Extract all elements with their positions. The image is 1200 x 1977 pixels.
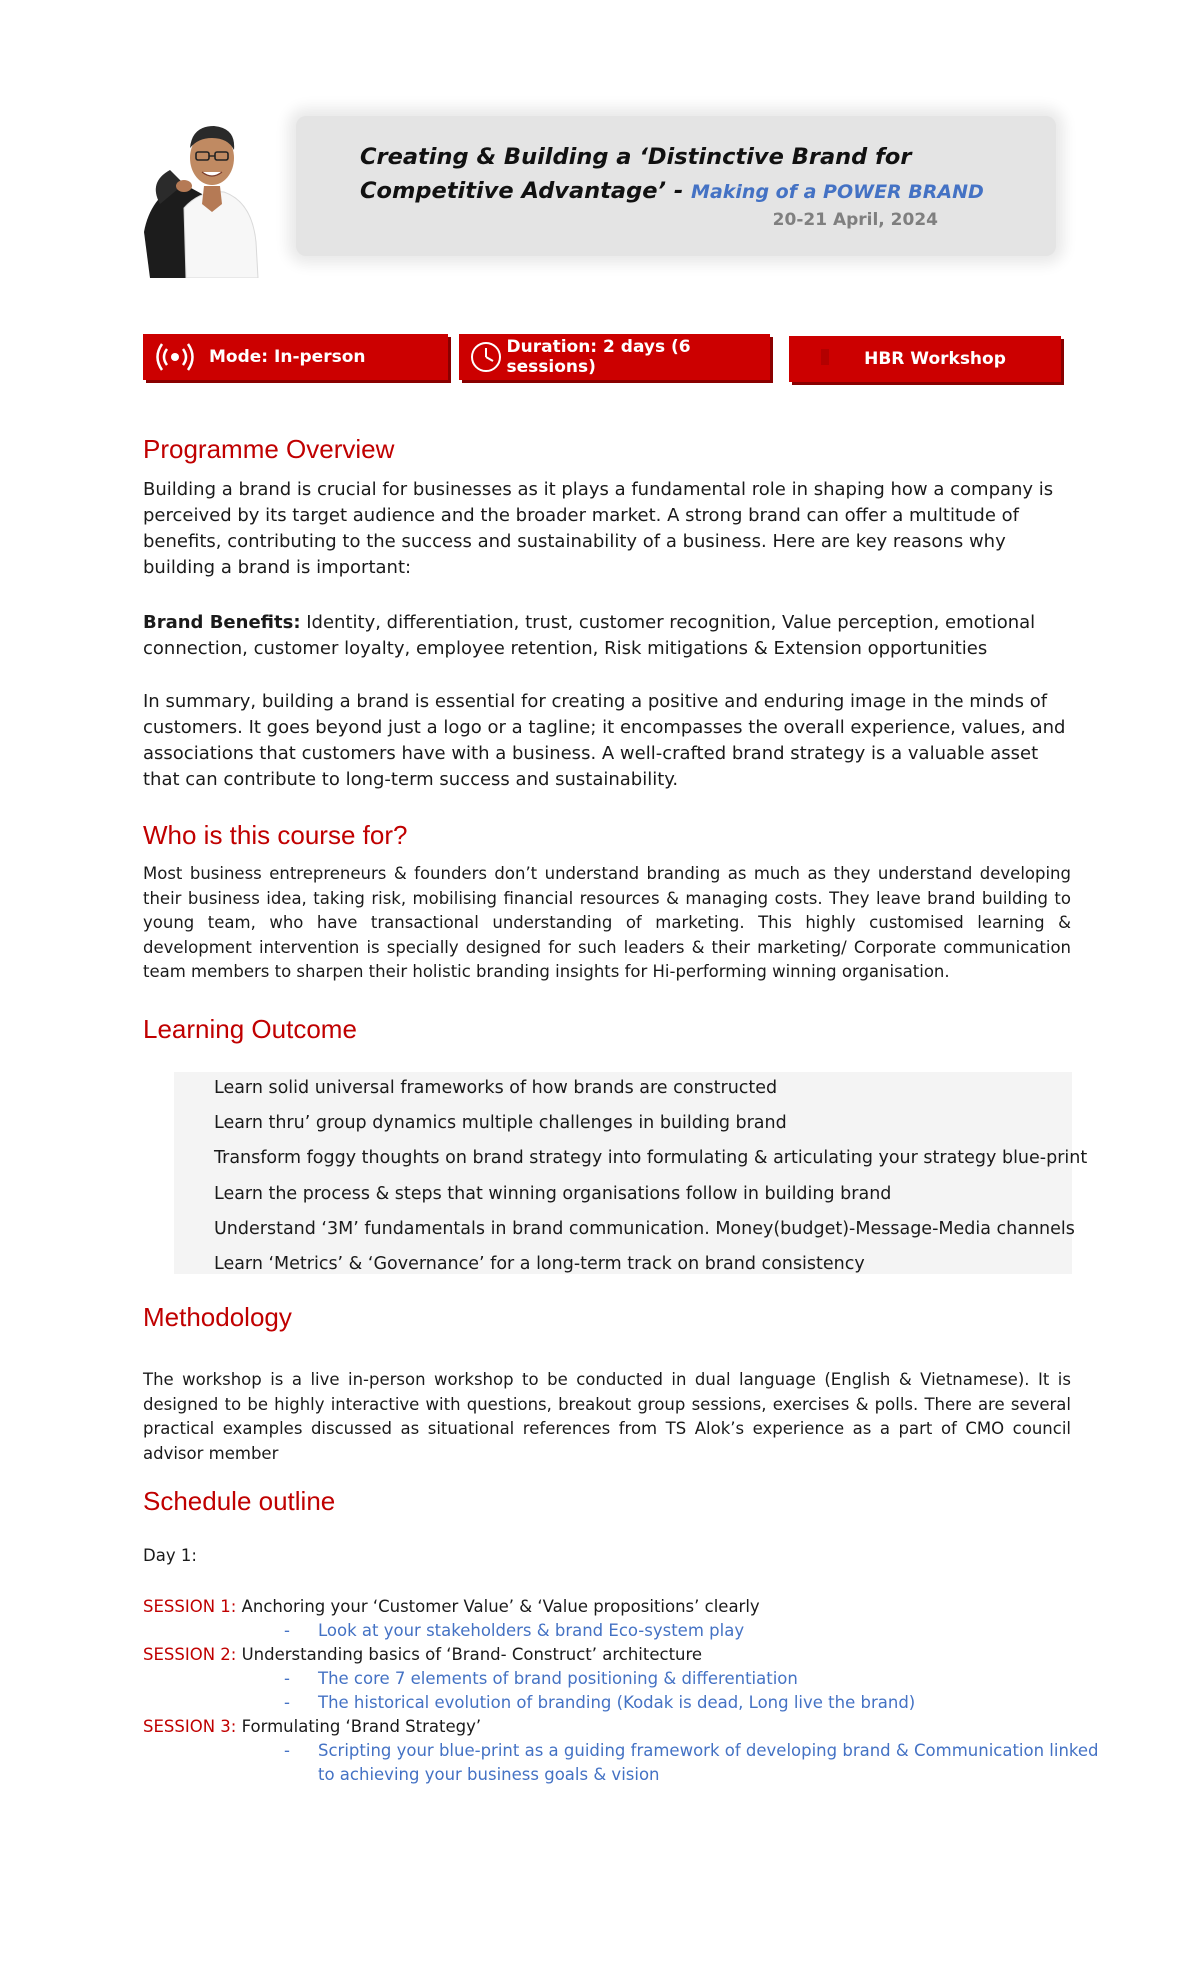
title-line-2-text: Competitive Advantage’ - (360, 178, 684, 204)
workshop-label: HBR Workshop (864, 349, 1006, 369)
session-title: Understanding basics of ‘Brand- Construct’ architecture (236, 1645, 703, 1664)
dash: - (284, 1669, 290, 1688)
audience-text: Most business entrepreneurs & founders don’t understand branding as much as they understand developing their business idea, taking risk, mobilising financial resources & managing costs. They leave brand building to young team, who have transactional understanding of marketing. This highly customised learning & development intervention is specially designed for such leaders & their marketing/ Corporate communication team members to sharpen their holistic branding insights for Hi-performing winning organisation. (143, 864, 1071, 981)
duration-badge (459, 334, 770, 380)
session-3 (143, 1715, 481, 1739)
learning-outcome-list (174, 1072, 1088, 1274)
workshop-marker-icon (821, 349, 829, 365)
broadcast-icon (153, 334, 197, 380)
list-item: Learn thru’ group dynamics multiple challenges in building brand (214, 1113, 787, 1133)
session-1 (143, 1595, 760, 1619)
session-title: Formulating ‘Brand Strategy’ (236, 1717, 482, 1736)
session-label: SESSION 3: (143, 1717, 237, 1736)
brand-benefits-text: Identity, differentiation, trust, customer recognition, Value perception, emotional connection, customer loyalty, employee retention, Risk mitigations & Extension opportunities (143, 612, 1036, 659)
workshop-badge (789, 336, 1061, 382)
session-label: SESSION 1: (143, 1597, 237, 1616)
mode-badge (143, 334, 448, 380)
presenter-photo (140, 112, 264, 278)
dash: - (284, 1621, 290, 1640)
course-title (360, 140, 1040, 209)
bullet-text: The core 7 elements of brand positioning & differentiation (318, 1669, 798, 1688)
title-banner (296, 116, 1056, 256)
brand-benefits-label: Brand Benefits: (143, 612, 301, 633)
mode-label: Mode: In-person (209, 347, 366, 367)
dash: - (284, 1693, 290, 1712)
session-label: SESSION 2: (143, 1645, 237, 1664)
bullet-text: Look at your stakeholders & brand Eco-system play (318, 1621, 745, 1640)
list-item: Transform foggy thoughts on brand strategy into formulating & articulating your strategy blue-print (214, 1148, 1088, 1168)
list-item: Learn solid universal frameworks of how brands are constructed (214, 1078, 778, 1098)
audience-heading: Who is this course for? (143, 820, 408, 850)
course-subtitle: Making of a POWER BRAND (691, 181, 984, 203)
title-line-2 (360, 174, 1040, 209)
session-title: Anchoring your ‘Customer Value’ & ‘Value propositions’ clearly (236, 1597, 760, 1616)
clock-icon (465, 334, 507, 380)
schedule-heading: Schedule outline (143, 1486, 336, 1516)
bullet-text: to achieving your business goals & vision (318, 1765, 660, 1784)
overview-heading: Programme Overview (143, 434, 395, 464)
list-item: Learn the process & steps that winning organisations follow in building brand (214, 1184, 892, 1204)
schedule-day: Day 1: (143, 1546, 197, 1565)
methodology-text: The workshop is a live in-person workshop to be conducted in dual language (English & Vietnamese). It is designed to be highly interactive with questions, breakout group sessions, exercises & polls. There are several practical examples discussed as situational references from TS Alok’s experience as a part of CMO council advisor member (143, 1370, 1071, 1463)
overview-intro: Building a brand is crucial for businesses as it plays a fundamental role in shaping how a company is perceived by its target audience and the broader market. A strong brand can offer a multitude of benefits, contributing to the success and sustainability of a business. Here are key reasons why building a brand is important: (143, 479, 1054, 578)
bullet-text: The historical evolution of branding (Kodak is dead, Long live the brand) (318, 1693, 916, 1712)
title-line-1: Creating & Building a ‘Distinctive Brand for (360, 144, 912, 170)
overview-summary: In summary, building a brand is essential for creating a positive and enduring image in the minds of customers. It goes beyond just a logo or a tagline; it encompasses the overall experience, values, and associations that customers have with a business. A well-crafted brand strategy is a valuable asset that can contribute to long-term success and sustainability. (143, 691, 1066, 790)
session-2 (143, 1643, 702, 1667)
duration-label: Duration: 2 days (6 sessions) (506, 337, 691, 377)
brand-benefits (143, 610, 1071, 662)
outcome-heading: Learning Outcome (143, 1014, 357, 1044)
list-item: Understand ‘3M’ fundamentals in brand communication. Money(budget)-Message-Media channels (214, 1219, 1075, 1239)
methodology-heading: Methodology (143, 1302, 292, 1332)
course-date: 20-21 April, 2024 (772, 210, 938, 230)
list-item: Learn ‘Metrics’ & ‘Governance’ for a long-term track on brand consistency (214, 1254, 865, 1274)
bullet-text: Scripting your blue-print as a guiding framework of developing brand & Communication linked (318, 1741, 1099, 1760)
dash: - (284, 1741, 290, 1760)
